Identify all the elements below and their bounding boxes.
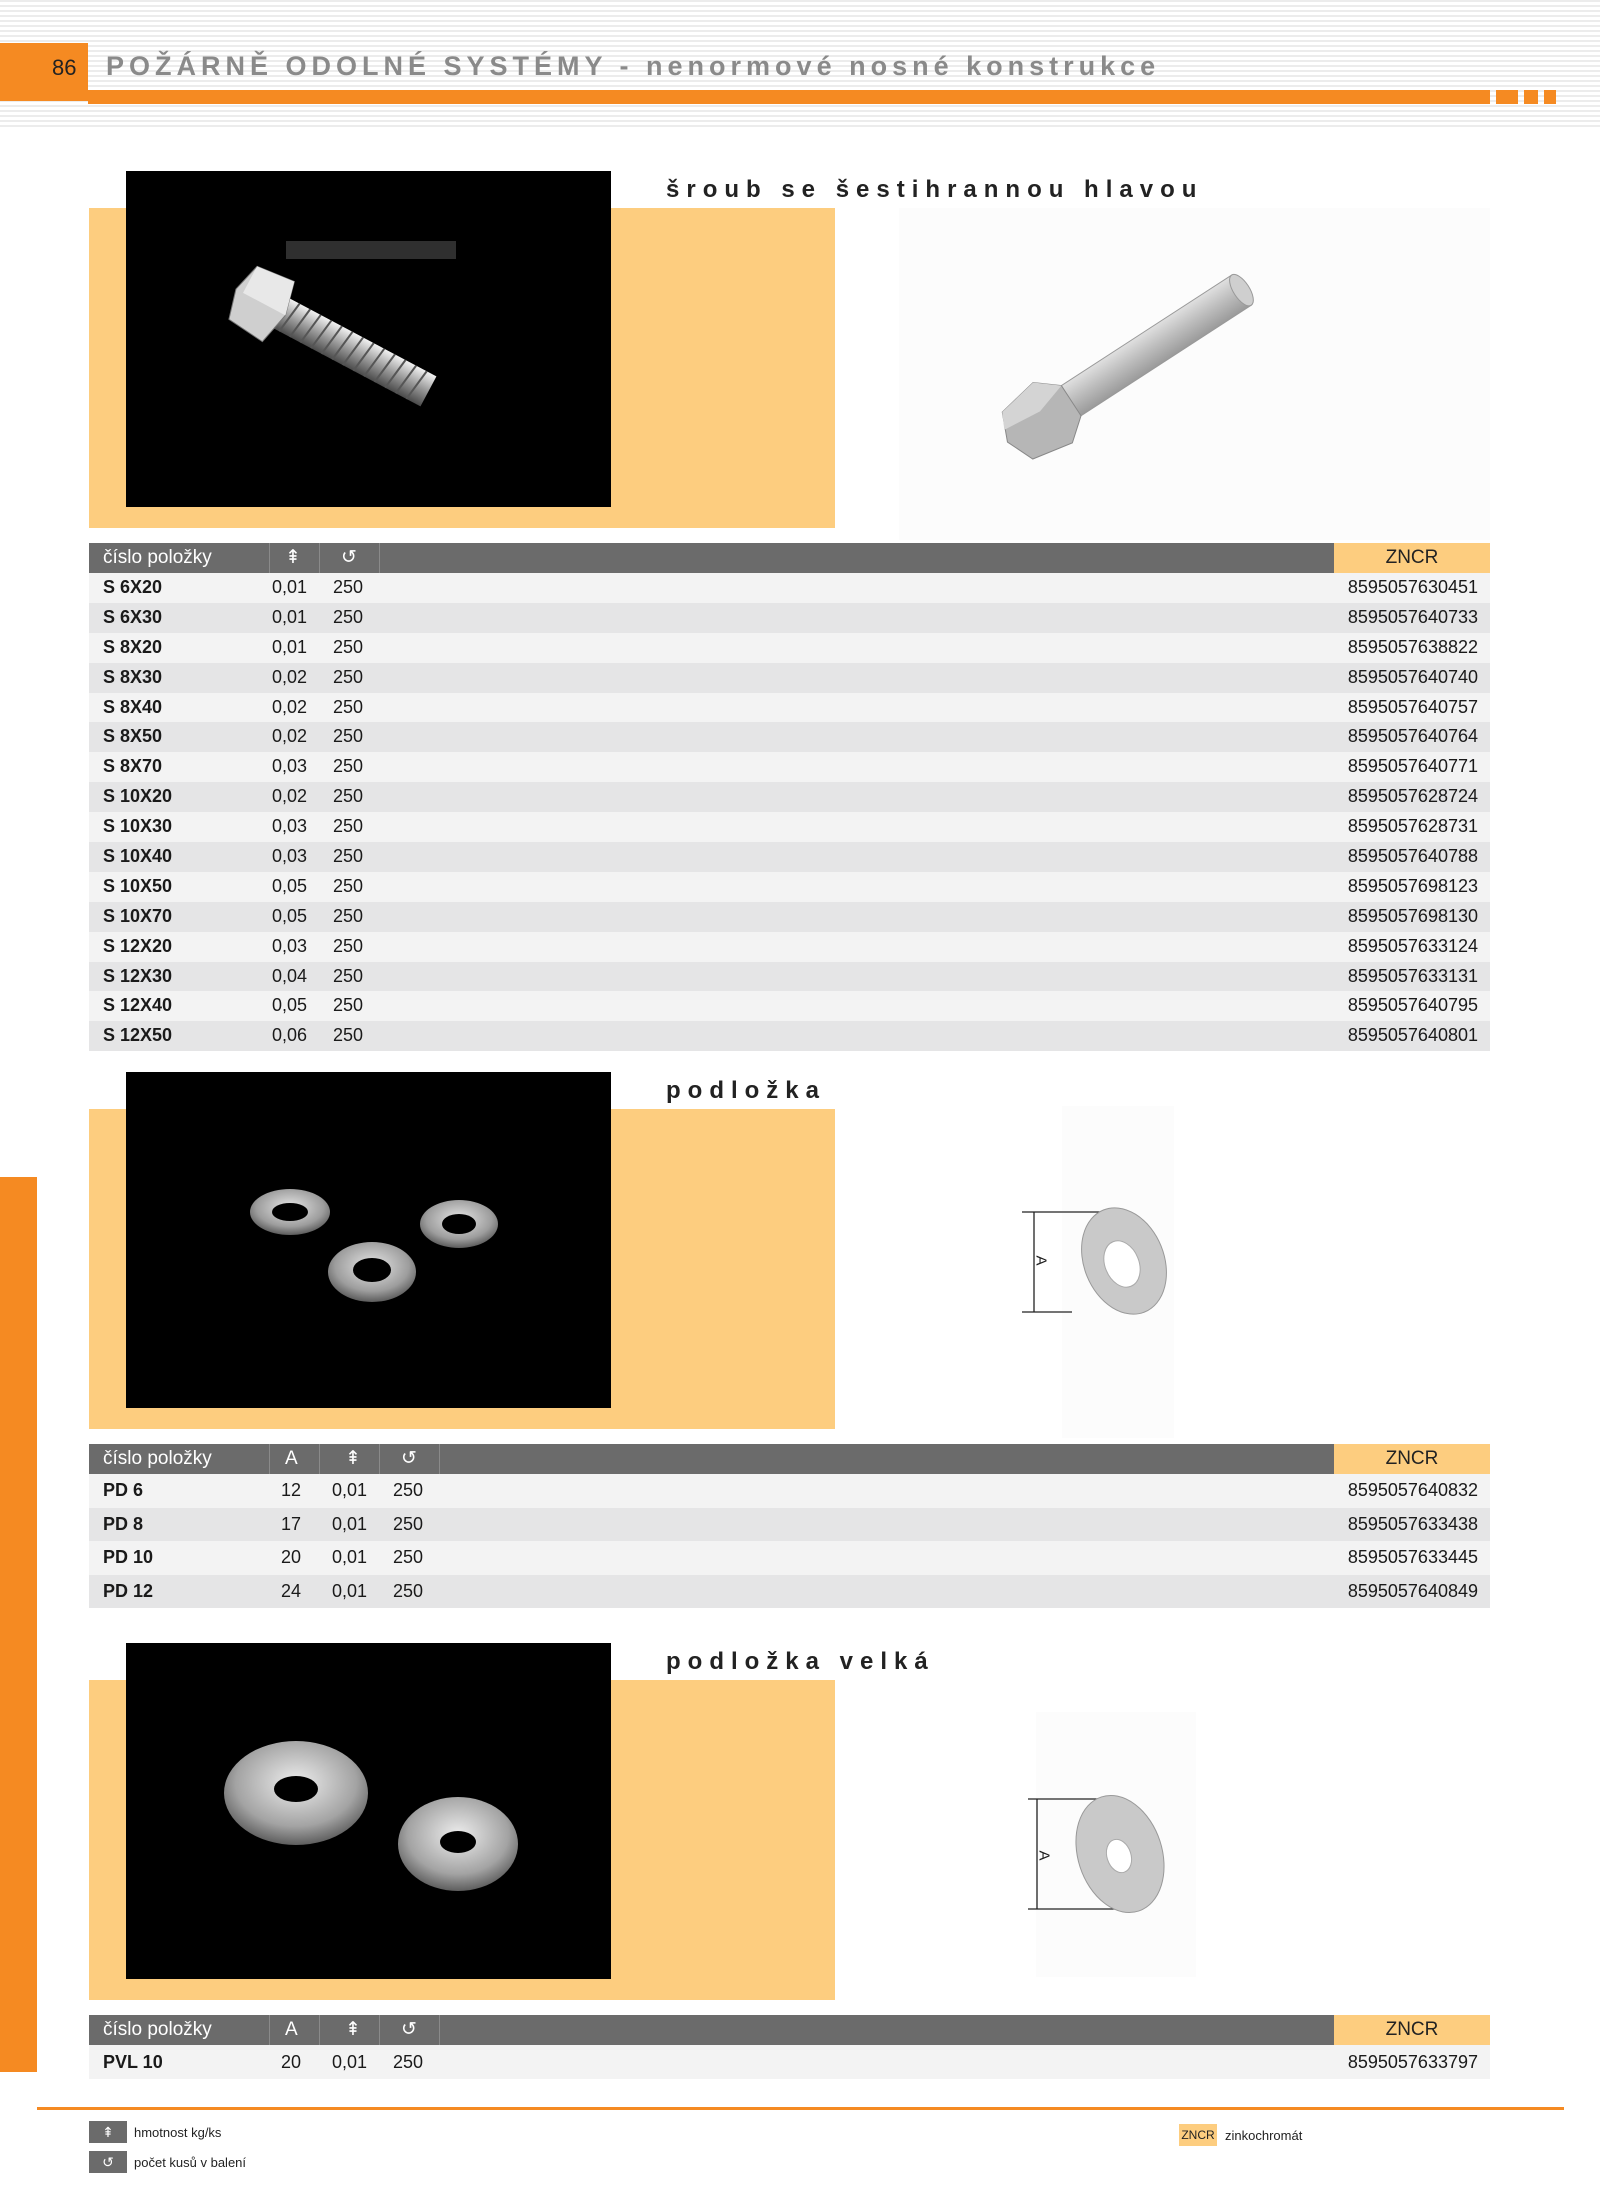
column-header-finish: ZNCR <box>1334 1444 1490 1474</box>
weight-cell: 0,02 <box>272 726 308 747</box>
weight-cell: 0,03 <box>272 935 308 956</box>
column-divider <box>439 1444 440 1474</box>
column-header-finish: ZNCR <box>1334 543 1490 573</box>
ean-code-cell: 8595057640795 <box>1347 995 1478 1016</box>
item-number-cell: S 8X70 <box>103 756 163 777</box>
ean-code-cell: 8595057638822 <box>1347 636 1478 657</box>
item-number-cell: S 12X50 <box>103 1025 173 1046</box>
pack-count-cell: 250 <box>393 1547 424 1567</box>
pack-count-icon: ↺ <box>401 1448 417 1469</box>
weight-cell: 0,01 <box>332 1480 368 1500</box>
large-washer-drawing-image <box>1036 1712 1196 1977</box>
column-divider <box>439 2015 440 2045</box>
weight-cell: 0,03 <box>272 756 308 777</box>
pack-count-cell: 250 <box>333 606 364 627</box>
pack-count-icon: ↺ <box>401 2019 417 2040</box>
ean-code-cell: 8595057640757 <box>1347 696 1478 717</box>
ean-code-cell: 8595057633797 <box>1347 2052 1478 2072</box>
dimension-a-cell: 24 <box>281 1580 302 1601</box>
pack-count-cell: 250 <box>393 1580 424 1601</box>
table-header <box>89 543 1490 573</box>
side-accent-bar <box>0 1177 37 2072</box>
column-divider <box>379 1444 380 1474</box>
ean-code-cell: 8595057633131 <box>1347 965 1478 986</box>
table-row <box>89 962 1490 992</box>
pack-count-cell: 250 <box>333 995 364 1016</box>
product-photo-washer <box>126 1072 611 1408</box>
weight-icon: ⇞ <box>89 2121 127 2143</box>
column-header-finish: ZNCR <box>1334 2015 1490 2045</box>
washer-drawing-image <box>1062 1106 1174 1438</box>
washer-table <box>89 1444 1490 1608</box>
item-number-cell: S 10X20 <box>103 786 173 807</box>
footer-divider <box>37 2107 1564 2110</box>
header-accent-block <box>1544 90 1556 104</box>
weight-cell: 0,03 <box>272 816 308 837</box>
column-divider <box>269 2015 270 2045</box>
legend-finish-text: zinkochromát <box>1225 2128 1303 2143</box>
large-washer-photo-image <box>126 1643 611 1979</box>
item-number-cell: S 8X50 <box>103 726 163 747</box>
table-body <box>89 573 1490 1051</box>
table-row <box>89 1474 1490 1508</box>
weight-cell: 0,05 <box>272 995 308 1016</box>
ean-code-cell: 8595057628724 <box>1347 786 1478 807</box>
ean-code-cell: 8595057630451 <box>1347 577 1478 597</box>
dimension-label: A <box>1035 1850 1053 1861</box>
ean-code-cell: 8595057628731 <box>1347 816 1478 837</box>
pack-count-cell: 250 <box>333 965 364 986</box>
column-divider <box>269 543 270 573</box>
table-row <box>89 693 1490 723</box>
large-washer-table <box>89 2015 1490 2079</box>
product-photo-large-washer <box>126 1643 611 1979</box>
ean-code-cell: 8595057640788 <box>1347 846 1478 867</box>
table-header <box>89 2015 1490 2045</box>
item-number-cell: PD 8 <box>103 1513 144 1534</box>
drawing-bolt <box>899 208 1490 540</box>
pack-count-cell: 250 <box>333 666 364 687</box>
pack-count-cell: 250 <box>333 935 364 956</box>
bolt-drawing-image <box>899 208 1490 540</box>
table-row <box>89 1021 1490 1051</box>
table-row <box>89 932 1490 962</box>
ean-code-cell: 8595057640740 <box>1347 666 1478 687</box>
table-row <box>89 872 1490 902</box>
pack-count-cell: 250 <box>333 636 364 657</box>
dimension-label: A <box>1032 1255 1050 1266</box>
column-header-a: A <box>285 2019 298 2040</box>
column-divider <box>319 1444 320 1474</box>
column-header-a: A <box>285 1448 298 1469</box>
dimension-a-cell: 12 <box>281 1480 302 1500</box>
pack-count-cell: 250 <box>393 1480 424 1500</box>
legend-finish-code: ZNCR <box>1179 2124 1217 2146</box>
pack-count-cell: 250 <box>333 816 364 837</box>
table-row <box>89 603 1490 633</box>
ean-code-cell: 8595057633445 <box>1347 1547 1478 1567</box>
ean-code-cell: 8595057698123 <box>1347 875 1478 896</box>
column-header-item: číslo položky <box>103 2019 212 2040</box>
ean-code-cell: 8595057633438 <box>1347 1513 1478 1534</box>
item-number-cell: S 10X30 <box>103 816 173 837</box>
weight-icon: ⇞ <box>345 1448 361 1469</box>
table-row <box>89 842 1490 872</box>
table-row <box>89 722 1490 752</box>
weight-cell: 0,04 <box>272 965 308 986</box>
ean-code-cell: 8595057640764 <box>1347 726 1478 747</box>
weight-cell: 0,01 <box>332 1547 368 1567</box>
item-number-cell: PVL 10 <box>103 2052 163 2072</box>
drawing-washer <box>1062 1106 1174 1438</box>
table-row <box>89 573 1490 603</box>
bolt-table <box>89 543 1490 1051</box>
pack-count-icon: ↺ <box>341 547 357 568</box>
dimension-a-cell: 20 <box>281 1547 302 1567</box>
item-number-cell: S 6X30 <box>103 606 163 627</box>
column-divider <box>319 2015 320 2045</box>
weight-cell: 0,01 <box>332 1580 368 1601</box>
table-row <box>89 782 1490 812</box>
pack-count-cell: 250 <box>333 577 364 597</box>
item-number-cell: S 6X20 <box>103 577 163 597</box>
table-row <box>89 663 1490 693</box>
table-body <box>89 2045 1490 2079</box>
item-number-cell: S 12X20 <box>103 935 173 956</box>
column-header-item: číslo položky <box>103 1448 212 1469</box>
weight-cell: 0,02 <box>272 666 308 687</box>
pack-count-cell: 250 <box>333 875 364 896</box>
item-number-cell: S 10X70 <box>103 905 173 926</box>
legend-pack-text: počet kusů v balení <box>134 2155 247 2170</box>
pack-count-cell: 250 <box>393 1513 424 1534</box>
column-divider <box>269 1444 270 1474</box>
bolt-photo-image <box>126 171 611 507</box>
header-accent-block <box>1496 90 1518 104</box>
table-row <box>89 1541 1490 1575</box>
item-number-cell: S 8X30 <box>103 666 163 687</box>
ean-code-cell: 8595057640771 <box>1347 756 1478 777</box>
pack-count-cell: 250 <box>333 905 364 926</box>
weight-cell: 0,02 <box>272 786 308 807</box>
table-header <box>89 1444 1490 1474</box>
ean-code-cell: 8595057640832 <box>1347 1480 1478 1500</box>
weight-icon: ⇞ <box>285 547 301 568</box>
dimension-a-cell: 20 <box>281 2052 302 2072</box>
weight-cell: 0,05 <box>272 905 308 926</box>
item-number-cell: S 8X40 <box>103 696 163 717</box>
table-row <box>89 812 1490 842</box>
table-row <box>89 633 1490 663</box>
weight-cell: 0,06 <box>272 1025 308 1046</box>
pack-count-cell: 250 <box>333 726 364 747</box>
pack-count-cell: 250 <box>333 786 364 807</box>
pack-count-cell: 250 <box>333 846 364 867</box>
weight-cell: 0,05 <box>272 875 308 896</box>
weight-cell: 0,03 <box>272 846 308 867</box>
item-number-cell: S 12X40 <box>103 995 173 1016</box>
column-divider <box>379 2015 380 2045</box>
weight-icon: ⇞ <box>345 2019 361 2040</box>
ean-code-cell: 8595057698130 <box>1347 905 1478 926</box>
item-number-cell: PD 10 <box>103 1547 154 1567</box>
legend-weight-text: hmotnost kg/ks <box>134 2125 222 2140</box>
table-row <box>89 2045 1490 2079</box>
table-row <box>89 902 1490 932</box>
weight-cell: 0,02 <box>272 696 308 717</box>
section-title-bolt: šroub se šestihrannou hlavou <box>666 176 1204 203</box>
item-number-cell: S 12X30 <box>103 965 173 986</box>
section-title-washer: podložka <box>666 1077 827 1104</box>
item-number-cell: S 10X50 <box>103 875 173 896</box>
table-row <box>89 991 1490 1021</box>
section-title-large-washer: podložka velká <box>666 1648 935 1675</box>
column-divider <box>319 543 320 573</box>
table-row <box>89 1575 1490 1609</box>
column-header-item: číslo položky <box>103 547 212 568</box>
table-row <box>89 1508 1490 1542</box>
pack-count-icon: ↺ <box>89 2151 127 2173</box>
pack-count-cell: 250 <box>333 756 364 777</box>
item-number-cell: S 10X40 <box>103 846 173 867</box>
product-photo-bolt <box>126 171 611 507</box>
dimension-a-cell: 17 <box>281 1513 302 1534</box>
ean-code-cell: 8595057640849 <box>1347 1580 1478 1601</box>
pack-count-cell: 250 <box>333 1025 364 1046</box>
page-number: 86 <box>52 55 77 80</box>
item-number-cell: PD 12 <box>103 1580 154 1601</box>
pack-count-cell: 250 <box>333 696 364 717</box>
table-row <box>89 752 1490 782</box>
weight-cell: 0,01 <box>272 636 308 657</box>
weight-cell: 0,01 <box>272 577 308 597</box>
table-body <box>89 1474 1490 1608</box>
weight-cell: 0,01 <box>332 2052 368 2072</box>
washer-photo-image <box>126 1072 611 1408</box>
column-divider <box>379 543 380 573</box>
header-accent-bar <box>88 90 1490 104</box>
page-title: POŽÁRNĚ ODOLNÉ SYSTÉMY - nenormové nosné konstrukce <box>106 51 1161 81</box>
header-accent-block <box>1524 90 1538 104</box>
item-number-cell: S 8X20 <box>103 636 163 657</box>
ean-code-cell: 8595057640733 <box>1347 606 1478 627</box>
drawing-large-washer <box>1036 1712 1196 1977</box>
ean-code-cell: 8595057633124 <box>1347 935 1478 956</box>
weight-cell: 0,01 <box>272 606 308 627</box>
item-number-cell: PD 6 <box>103 1480 144 1500</box>
ean-code-cell: 8595057640801 <box>1347 1025 1478 1046</box>
weight-cell: 0,01 <box>332 1513 368 1534</box>
pack-count-cell: 250 <box>393 2052 424 2072</box>
